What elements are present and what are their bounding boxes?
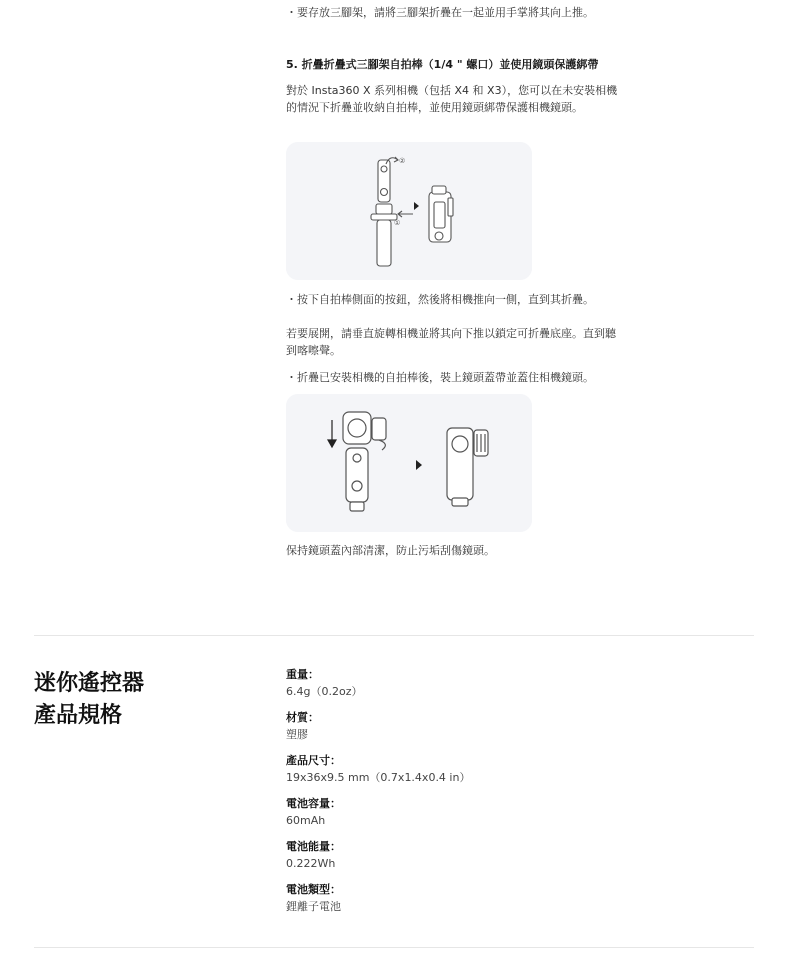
spec-value: 塑膠 bbox=[286, 728, 308, 741]
spec-value: 19x36x9.5 mm（0.7x1.4x0.4 in） bbox=[286, 771, 471, 784]
intro-text: ・要存放三腳架，請將三腳架折疊在一起並用手掌將其向上推。 bbox=[286, 6, 594, 19]
lens-cap-illustration bbox=[286, 394, 532, 532]
spec-item-dimensions bbox=[286, 752, 626, 786]
section-divider-bottom bbox=[34, 947, 754, 948]
spec-label: 材質： bbox=[286, 711, 319, 724]
spec-value: 0.222Wh bbox=[286, 857, 336, 870]
fold-illustration bbox=[286, 142, 532, 280]
spec-label: 電池能量： bbox=[286, 840, 341, 853]
step-2-mark: ② bbox=[399, 157, 406, 165]
spec-value: 鋰離子電池 bbox=[286, 900, 341, 913]
step-unfold: 若要展開，請垂直旋轉相機並將其向下推以鎖定可折疊底座。直到聽到喀嚓聲。 bbox=[286, 327, 616, 357]
spec-label: 電池類型： bbox=[286, 883, 341, 896]
spec-item-battery-energy bbox=[286, 838, 626, 872]
section-description: 對於 Insta360 X 系列相機（包括 X4 和 X3），您可以在未安裝相機的情況下折疊並收納自拍棒，並使用鏡頭綁帶保護相機鏡頭。 bbox=[286, 84, 618, 114]
spec-value: 6.4g（0.2oz） bbox=[286, 685, 363, 698]
spec-list bbox=[286, 666, 626, 924]
spec-section-title bbox=[34, 668, 144, 732]
fold-selfie-stick-figure bbox=[286, 142, 532, 280]
spec-title-line1: 迷你遙控器 bbox=[34, 671, 145, 696]
spec-value: 60mAh bbox=[286, 814, 326, 827]
lens-cap-figure bbox=[286, 394, 532, 532]
section-divider-top bbox=[34, 635, 754, 636]
spec-item-battery-capacity bbox=[286, 795, 626, 829]
spec-item-weight bbox=[286, 666, 626, 700]
spec-label: 產品尺寸： bbox=[286, 754, 341, 767]
spec-item-material bbox=[286, 709, 626, 743]
step-1-mark: ① bbox=[394, 219, 401, 227]
spec-item-battery-type bbox=[286, 881, 626, 915]
spec-label: 重量： bbox=[286, 668, 319, 681]
step-press-button: ・按下自拍棒側面的按鈕，然後將相機推向一側，直到其折疊。 bbox=[286, 293, 594, 306]
spec-label: 電池容量： bbox=[286, 797, 341, 810]
section-heading: 5. 折疊折疊式三腳架自拍棒（1/4 " 螺口）並使用鏡頭保護綁帶 bbox=[286, 58, 599, 71]
step-lens-cap: ・折疊已安裝相機的自拍棒後，裝上鏡頭蓋帶並蓋住相機鏡頭。 bbox=[286, 371, 594, 384]
spec-title-line2: 產品規格 bbox=[34, 703, 123, 728]
note-clean: 保持鏡頭蓋內部清潔，防止污垢刮傷鏡頭。 bbox=[286, 544, 495, 557]
